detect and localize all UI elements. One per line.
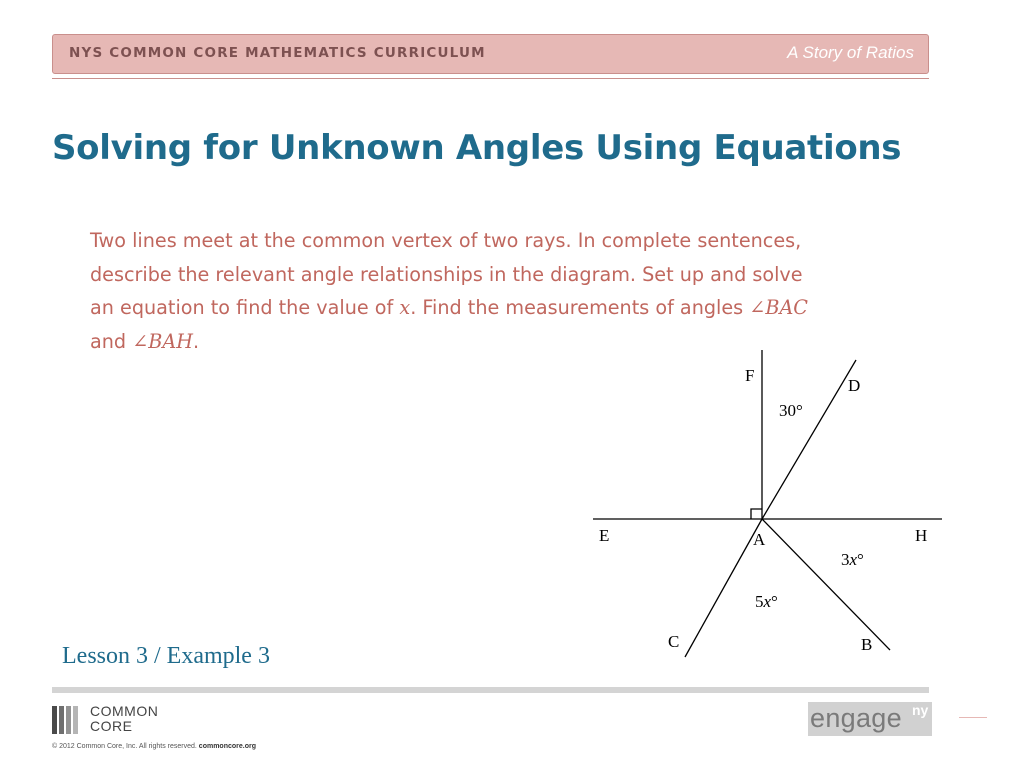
variable-x: x: [399, 296, 411, 319]
angle-bah-degree: °: [857, 550, 864, 569]
line-dc-lower: [685, 519, 762, 657]
copyright-notice: [52, 743, 256, 750]
header-divider: [52, 78, 929, 79]
common-core-word-2: CORE: [90, 718, 133, 734]
ray-ab: [762, 519, 890, 650]
series-label: A Story of Ratios: [787, 43, 914, 62]
line-dc-upper: [762, 360, 856, 519]
problem-line-3-middle: . Find the measurements of angles: [410, 296, 750, 319]
right-angle-mark: [751, 509, 762, 519]
common-core-logo: [52, 704, 192, 738]
point-d-label: D: [848, 376, 861, 395]
problem-line-3-start: an equation to find the value of: [90, 296, 400, 319]
problem-line-2: describe the relevant angle relationships in the diagram. Set up and solve: [90, 262, 803, 286]
angle-bac-variable: x: [763, 592, 772, 611]
copyright-text: © 2012 Common Core, Inc. All rights reserved.: [52, 743, 197, 750]
angle-bah-label: ∠BAH: [132, 329, 193, 353]
angle-bac-label: ∠BAC: [749, 296, 808, 319]
engage-ny-logo: [808, 702, 932, 736]
problem-line-4-end: .: [192, 329, 200, 353]
angle-bah-value: [841, 550, 864, 569]
point-f-label: F: [745, 366, 755, 385]
page-title: Solving for Unknown Angles Using Equations: [52, 128, 902, 168]
angle-bah-variable: x: [849, 550, 858, 569]
common-core-wordmark: [90, 704, 158, 734]
engage-ny-superscript: ny: [912, 702, 929, 718]
problem-line-4-start: and: [90, 329, 133, 353]
angle-bah-coefficient: 3: [841, 550, 850, 569]
problem-text: [90, 224, 970, 358]
header-bar: [52, 34, 929, 74]
copyright-site-link[interactable]: commoncore.org: [198, 743, 256, 750]
angle-fad-value: 30°: [779, 401, 803, 420]
point-a-label: A: [753, 530, 766, 549]
point-b-label: B: [861, 635, 873, 654]
common-core-word-1: COMMON: [90, 703, 159, 719]
decorative-line: [959, 717, 987, 718]
point-c-label: C: [668, 632, 680, 651]
angle-diagram: [585, 345, 950, 665]
footer-bar: [52, 687, 929, 693]
angle-bac-coefficient: 5: [755, 592, 764, 611]
curriculum-label: NYS COMMON CORE MATHEMATICS CURRICULUM: [69, 45, 486, 61]
common-core-bars-icon: [52, 706, 84, 734]
engage-wordmark: engage: [810, 703, 902, 733]
angle-bac-value: [755, 592, 778, 611]
lesson-label: Lesson 3 / Example 3: [62, 643, 270, 669]
angle-bac-degree: °: [771, 592, 778, 611]
point-e-label: E: [599, 526, 610, 545]
problem-line-3: [90, 291, 970, 325]
problem-line-1: Two lines meet at the common vertex of two rays. In complete sentences,: [90, 229, 802, 252]
point-h-label: H: [915, 526, 928, 545]
